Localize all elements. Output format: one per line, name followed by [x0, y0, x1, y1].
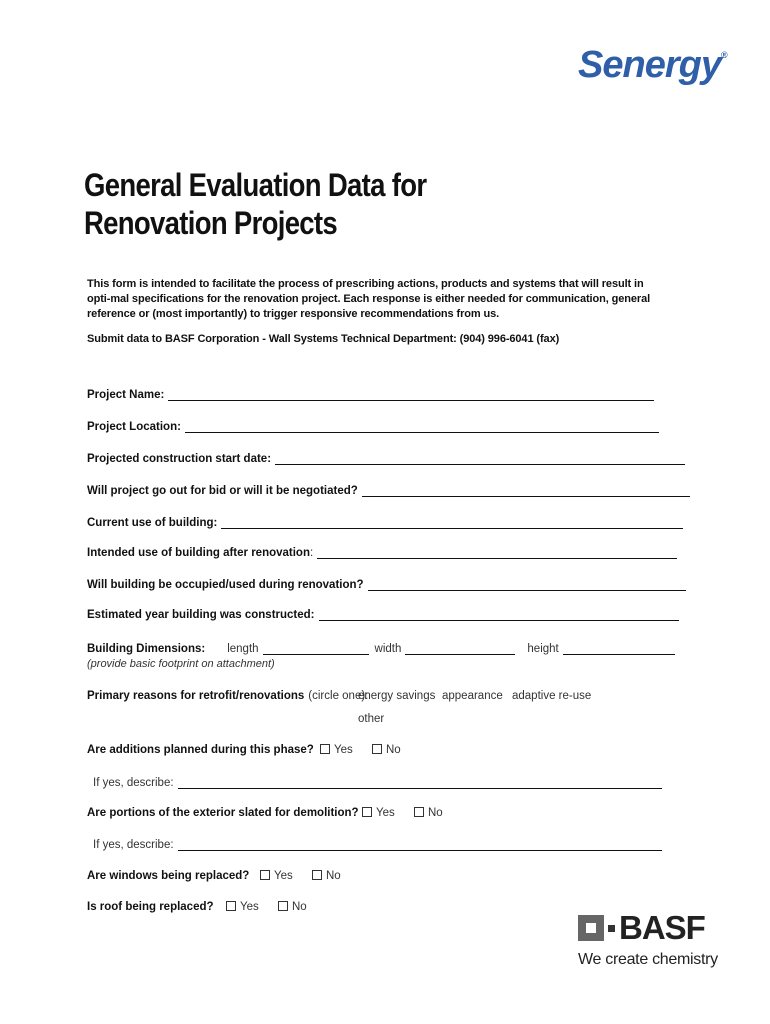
- basf-logo: BASF We create chemistry: [578, 909, 718, 968]
- year-built-row: Estimated year building was constructed:: [87, 608, 679, 621]
- project-name-field[interactable]: [168, 388, 654, 401]
- demolition-row: Are portions of the exterior slated for demolition?: [87, 807, 359, 819]
- current-use-field[interactable]: [221, 516, 683, 529]
- basf-dash-icon: [608, 925, 615, 932]
- current-use-row: Current use of building:: [87, 516, 683, 529]
- page-title: General Evaluation Data for Renovation Projects: [84, 167, 427, 241]
- demolition-no-checkbox[interactable]: No: [414, 807, 443, 819]
- project-name-row: Project Name:: [87, 388, 654, 401]
- reason-appearance[interactable]: appearance: [442, 690, 503, 702]
- height-field[interactable]: [563, 642, 675, 655]
- bid-field[interactable]: [362, 484, 690, 497]
- dimensions-row: Building Dimensions: length width height: [87, 642, 675, 655]
- bid-row: Will project go out for bid or will it be negotiated?: [87, 484, 690, 497]
- submit-instructions: Submit data to BASF Corporation - Wall Systems Technical Department: (904) 996-6041 (fax): [87, 333, 560, 345]
- reason-adaptive-reuse[interactable]: adaptive re-use: [512, 690, 592, 702]
- demolition-yes-checkbox[interactable]: Yes: [362, 807, 395, 819]
- additions-no-checkbox[interactable]: No: [372, 744, 401, 756]
- reasons-row: Primary reasons for retrofit/renovations (circle one):: [87, 690, 369, 702]
- additions-describe-row: If yes, describe:: [93, 776, 662, 789]
- dimensions-note: (provide basic footprint on attachment): [87, 658, 275, 670]
- basf-square-icon: [578, 915, 604, 941]
- occupied-row: Will building be occupied/used during renovation?: [87, 578, 686, 591]
- basf-tagline: We create chemistry: [578, 951, 718, 968]
- demolition-describe-field[interactable]: [178, 838, 662, 851]
- additions-yes-checkbox[interactable]: Yes: [320, 744, 353, 756]
- additions-describe-field[interactable]: [178, 776, 662, 789]
- year-built-field[interactable]: [319, 608, 679, 621]
- start-date-field[interactable]: [275, 452, 685, 465]
- start-date-row: Projected construction start date:: [87, 452, 685, 465]
- length-field[interactable]: [263, 642, 369, 655]
- project-location-row: Project Location:: [87, 420, 659, 433]
- windows-yes-checkbox[interactable]: Yes: [260, 870, 293, 882]
- intro-paragraph: This form is intended to facilitate the process of prescribing actions, products and systems that will result in opti-mal specifications for the renovation project. Each response is either needed for communication, general reference or (most importantly) to trigger responsive recommendations from us.: [87, 278, 651, 320]
- intended-use-field[interactable]: [317, 546, 677, 559]
- occupied-field[interactable]: [368, 578, 686, 591]
- windows-no-checkbox[interactable]: No: [312, 870, 341, 882]
- roof-row: Is roof being replaced?: [87, 901, 214, 913]
- roof-yes-checkbox[interactable]: Yes: [226, 901, 259, 913]
- senergy-logo: Senergy®: [578, 44, 727, 86]
- reason-other[interactable]: other: [358, 713, 385, 725]
- roof-no-checkbox[interactable]: No: [278, 901, 307, 913]
- demolition-describe-row: If yes, describe:: [93, 838, 662, 851]
- reason-energy-savings[interactable]: energy savings: [358, 690, 436, 702]
- width-field[interactable]: [405, 642, 515, 655]
- additions-row: Are additions planned during this phase?: [87, 744, 314, 756]
- project-location-field[interactable]: [185, 420, 659, 433]
- windows-row: Are windows being replaced?: [87, 870, 250, 882]
- intended-use-row: Intended use of building after renovation :: [87, 546, 677, 559]
